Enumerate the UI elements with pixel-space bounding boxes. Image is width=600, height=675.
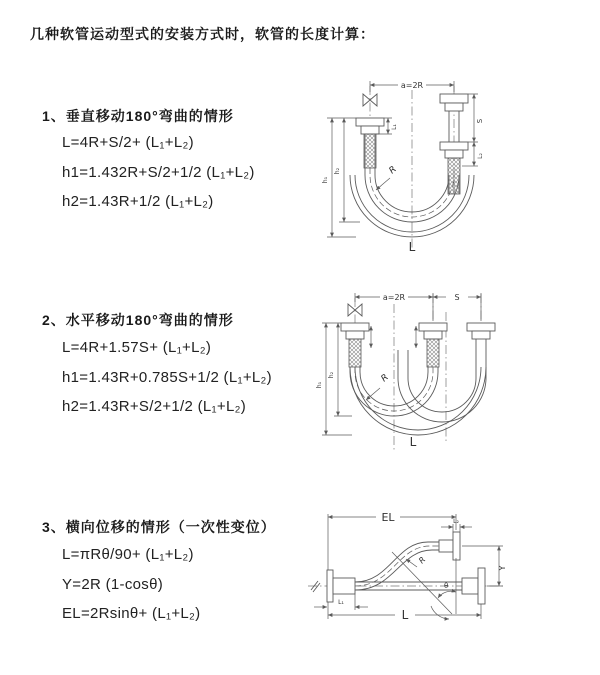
dim-label-l: L (401, 608, 409, 622)
section-2-heading: 2、水平移动180°弯曲的情形 (42, 312, 234, 328)
hose-u-bends (350, 339, 486, 435)
braided-hose-section (364, 134, 376, 168)
dim-label-s: S (476, 118, 484, 124)
dimensions (316, 293, 481, 449)
formula-line: h2=1.43R+S/2+1/2 (L₁+L₂) (62, 398, 247, 415)
centerline-break-mark (311, 581, 320, 592)
dim-label-el: EL (381, 511, 395, 524)
dim-label-l: L (409, 435, 417, 449)
dim-label-l2: L₂ (453, 518, 459, 525)
formula-line: h1=1.43R+0.785S+1/2 (L₁+L₂) (62, 369, 272, 386)
formula-line: L=4R+S/2+ (L₁+L₂) (62, 134, 194, 151)
dim-label-a2r: a=2R (382, 293, 406, 302)
dim-label-l1: L₁ (391, 124, 398, 130)
dim-label-h2: h₂ (328, 371, 335, 379)
dim-label-a2r: a=2R (400, 81, 424, 90)
dim-label-r: R (379, 372, 391, 385)
braided-hose-section (427, 339, 439, 367)
flange-fittings (341, 323, 495, 367)
dim-label-r: R (417, 555, 428, 566)
flange-fittings (327, 532, 485, 604)
section-1-heading: 1、垂直移动180°弯曲的情形 (42, 108, 234, 124)
diagram-vertical-180 (312, 70, 590, 258)
dim-label-h1: h₁ (316, 381, 323, 389)
formula-line: h1=1.432R+S/2+1/2 (L₁+L₂) (62, 164, 255, 181)
diagram-lateral-displacement (300, 502, 595, 657)
dimensions (314, 511, 507, 622)
formula-line: L=πRθ/90+ (L₁+L₂) (62, 546, 194, 563)
hose-s-curve (355, 542, 439, 590)
page-title: 几种软管运动型式的安装方式时，软管的长度计算： (30, 26, 375, 42)
dim-label-h2: h₂ (334, 167, 341, 175)
braided-hose-section (349, 339, 361, 367)
dim-label-l: L (408, 240, 416, 254)
dim-label-s: S (454, 293, 460, 302)
dim-label-y: Y (498, 565, 507, 571)
formula-line: Y=2R (1-cosθ) (62, 576, 164, 593)
diagram-horizontal-180 (308, 282, 590, 470)
braided-hose-section (448, 158, 460, 194)
dim-label-l1: L₁ (338, 599, 344, 606)
angle-label-theta: θ (444, 582, 449, 590)
dim-label-r: R (387, 164, 399, 177)
dim-label-l2: L₂ (477, 153, 484, 159)
formula-line: L=4R+1.57S+ (L₁+L₂) (62, 339, 212, 356)
section-3-heading: 3、横向位移的情形（一次性变位） (42, 519, 276, 535)
center-lines (355, 294, 481, 450)
dim-label-h1: h₁ (322, 176, 329, 184)
formula-line: EL=2Rsinθ+ (L₁+L₂) (62, 605, 201, 622)
formula-line: h2=1.43R+1/2 (L₁+L₂) (62, 193, 214, 210)
